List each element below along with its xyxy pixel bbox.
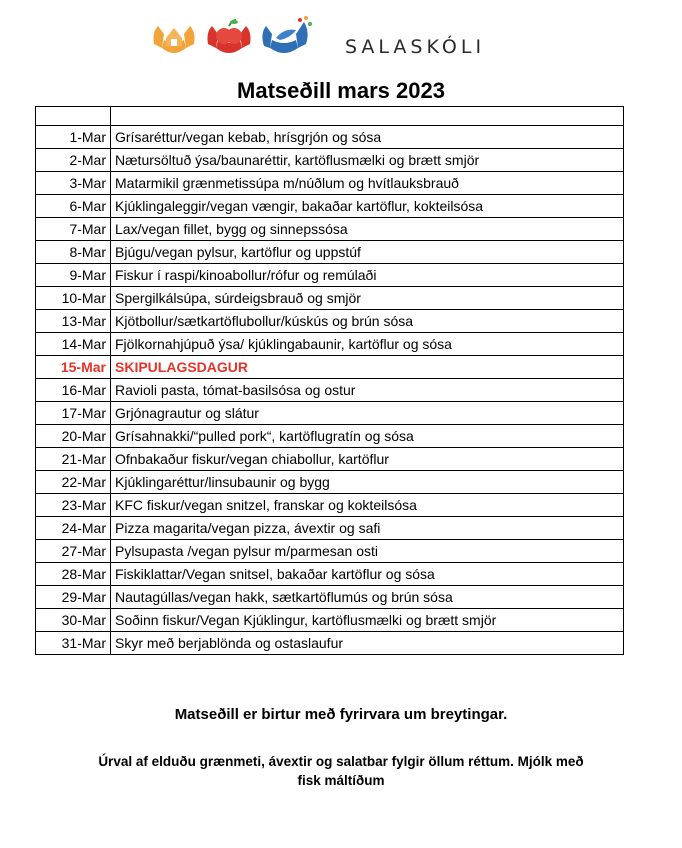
table-row	[36, 632, 624, 655]
date-cell: 20-Mar	[36, 425, 111, 448]
table-row	[36, 287, 624, 310]
date-cell: 16-Mar	[36, 379, 111, 402]
dish-cell: Pizza magarita/vegan pizza, ávextir og safi	[111, 517, 624, 540]
sides-note: Úrval af elduðu grænmeti, ávextir og salatbar fylgir öllum réttum. Mjólk með fisk máltíðum	[98, 754, 584, 788]
date-cell: 31-Mar	[36, 632, 111, 655]
date-cell: 27-Mar	[36, 540, 111, 563]
dish-cell: Fiskiklattar/Vegan snitsel, bakaðar kartöflur og sósa	[111, 563, 624, 586]
header-cell-dish	[111, 107, 624, 126]
date-cell: 30-Mar	[36, 609, 111, 632]
table-row	[36, 195, 624, 218]
date-cell: 28-Mar	[36, 563, 111, 586]
dish-cell: Fiskur í raspi/kinoabollur/rófur og remúlaði	[111, 264, 624, 287]
table-row	[36, 241, 624, 264]
logo-hands	[150, 14, 330, 62]
date-cell: 3-Mar	[36, 172, 111, 195]
dish-cell: SKIPULAGSDAGUR	[111, 356, 624, 379]
date-cell: 21-Mar	[36, 448, 111, 471]
date-cell: 8-Mar	[36, 241, 111, 264]
table-row	[36, 609, 624, 632]
school-logo	[150, 14, 510, 62]
table-header-row	[36, 107, 624, 126]
dish-cell: Spergilkálsúpa, súrdeigsbrauð og smjör	[111, 287, 624, 310]
dish-cell: Nætursöltuð ýsa/baunaréttir, kartöflusmælki og brætt smjör	[111, 149, 624, 172]
dish-cell: KFC fiskur/vegan snitzel, franskar og kokteilsósa	[111, 494, 624, 517]
table-row	[36, 563, 624, 586]
dish-cell: Ofnbakaður fiskur/vegan chiabollur, kartöflur	[111, 448, 624, 471]
table-row	[36, 425, 624, 448]
page-title: Matseðill mars 2023	[237, 78, 445, 103]
date-cell: 15-Mar	[36, 356, 111, 379]
header-cell-date	[36, 107, 111, 126]
menu-table-body	[36, 107, 624, 655]
dish-cell: Kjötbollur/sætkartöflubollur/kúskús og brún sósa	[111, 310, 624, 333]
bird-hands-icon	[262, 16, 312, 53]
brand-name: SALASKÓLI	[345, 36, 486, 58]
date-cell: 24-Mar	[36, 517, 111, 540]
date-cell: 6-Mar	[36, 195, 111, 218]
date-cell: 17-Mar	[36, 402, 111, 425]
dish-cell: Nautagúllas/vegan hakk, sætkartöflumús og brún sósa	[111, 586, 624, 609]
table-row	[36, 172, 624, 195]
apple-hands-icon	[208, 20, 251, 53]
dish-cell: Pylsupasta /vegan pylsur m/parmesan osti	[111, 540, 624, 563]
table-row	[36, 586, 624, 609]
dish-cell: Bjúgu/vegan pylsur, kartöflur og uppstúf	[111, 241, 624, 264]
table-row	[36, 494, 624, 517]
table-row	[36, 310, 624, 333]
dish-cell: Ravioli pasta, tómat-basilsósa og ostur	[111, 379, 624, 402]
disclaimer-note: Matseðill er birtur með fyrirvara um breytingar.	[174, 706, 508, 723]
house-hands-icon	[154, 26, 195, 53]
table-row	[36, 471, 624, 494]
dish-cell: Fjölkornahjúpuð ýsa/ kjúklingabaunir, kartöflur og sósa	[111, 333, 624, 356]
table-row	[36, 379, 624, 402]
table-row	[36, 264, 624, 287]
date-cell: 22-Mar	[36, 471, 111, 494]
menu-table	[35, 106, 624, 655]
table-row	[36, 356, 624, 379]
dish-cell: Kjúklingaleggir/vegan vængir, bakaðar kartöflur, kokteilsósa	[111, 195, 624, 218]
dish-cell: Grjónagrautur og slátur	[111, 402, 624, 425]
table-row	[36, 402, 624, 425]
dish-cell: Lax/vegan fillet, bygg og sinnepssósa	[111, 218, 624, 241]
table-row	[36, 517, 624, 540]
dish-cell: Skyr með berjablönda og ostaslaufur	[111, 632, 624, 655]
dish-cell: Kjúklingaréttur/linsubaunir og bygg	[111, 471, 624, 494]
date-cell: 29-Mar	[36, 586, 111, 609]
table-row	[36, 126, 624, 149]
date-cell: 14-Mar	[36, 333, 111, 356]
dish-cell: Grísahnakki/“pulled pork“, kartöflugratín og sósa	[111, 425, 624, 448]
date-cell: 13-Mar	[36, 310, 111, 333]
dish-cell: Matarmikil grænmetissúpa m/núðlum og hvítlauksbrauð	[111, 172, 624, 195]
dish-cell: Grísaréttur/vegan kebab, hrísgrjón og sósa	[111, 126, 624, 149]
table-row	[36, 333, 624, 356]
date-cell: 2-Mar	[36, 149, 111, 172]
table-row	[36, 448, 624, 471]
table-row	[36, 540, 624, 563]
date-cell: 9-Mar	[36, 264, 111, 287]
dish-cell: Soðinn fiskur/Vegan Kjúklingur, kartöflusmælki og brætt smjör	[111, 609, 624, 632]
table-row	[36, 218, 624, 241]
date-cell: 7-Mar	[36, 218, 111, 241]
date-cell: 10-Mar	[36, 287, 111, 310]
date-cell: 1-Mar	[36, 126, 111, 149]
date-cell: 23-Mar	[36, 494, 111, 517]
table-row	[36, 149, 624, 172]
